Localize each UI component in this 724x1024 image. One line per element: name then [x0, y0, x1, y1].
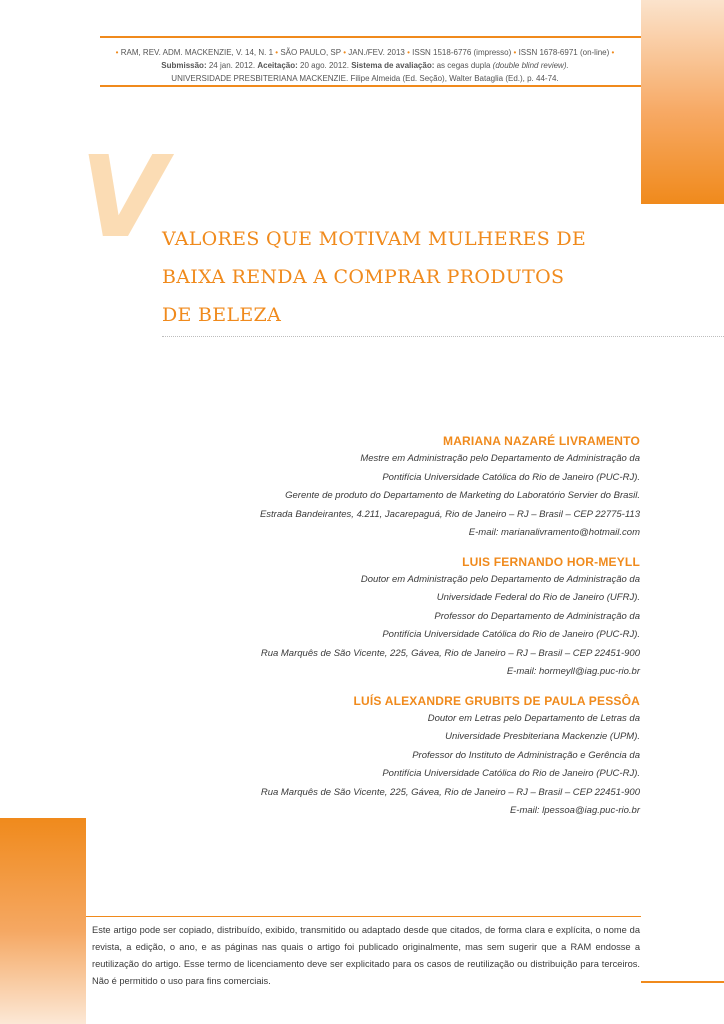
authors-block	[180, 432, 640, 831]
author-affiliation: Mestre em Administração pelo Departamento de Administração da	[360, 453, 640, 464]
author-name: LUÍS ALEXANDRE GRUBITS DE PAULA PESSÔA	[353, 693, 640, 708]
issn-print: ISSN 1518-6776 (impresso)	[412, 48, 512, 57]
article-title	[162, 220, 642, 334]
header-line-3: UNIVERSIDADE PRESBITERIANA MACKENZIE. Filipe Almeida (Ed. Seção), Walter Bataglia (Ed.), p. 44-74.	[171, 74, 559, 83]
author-address: Rua Marquês de São Vicente, 225, Gávea, Rio de Janeiro – RJ – Brasil – CEP 22451-900	[260, 647, 640, 659]
review-label: Sistema de avaliação:	[351, 61, 435, 70]
author-name: MARIANA NAZARÉ LIVRAMENTO	[443, 434, 640, 448]
author-position: Professor do Departamento de Administração da	[434, 610, 640, 622]
author-email[interactable]: E-mail: lpessoa@iag.puc-rio.br	[509, 805, 640, 816]
author-name: LUIS FERNANDO HOR-MEYLL	[462, 554, 640, 569]
author-affiliation: Universidade Federal do Rio de Janeiro (UFRJ).	[436, 592, 640, 603]
author-position: Gerente de produto do Departamento de Marketing do Laboratório Servier do Brasil.	[285, 490, 640, 501]
author-entry	[180, 432, 640, 543]
author-entry	[180, 692, 640, 821]
review-text: as cegas dupla	[436, 61, 491, 70]
journal-name: RAM, REV. ADM. MACKENZIE, V. 14, N. 1	[120, 48, 274, 57]
journal-place: SÃO PAULO, SP	[280, 48, 341, 57]
submission-label: Submissão:	[161, 61, 207, 70]
header-line-1: • RAM, REV. ADM. MACKENZIE, V. 14, N. 1 • SÃO PAULO, SP • JAN./FEV. 2013 • ISSN 1518-6776 (impresso) • ISSN 1678-6971 (on-line) •	[115, 48, 615, 57]
author-affiliation: Doutor em Letras pelo Departamento de Letras da	[427, 712, 640, 724]
title-line: VALORES QUE MOTIVAM MULHERES DE	[162, 228, 587, 250]
author-affiliation: Universidade Presbiteriana Mackenzie (UPM).	[445, 731, 640, 742]
submission-date: 24 jan. 2012.	[208, 61, 256, 70]
journal-header	[105, 46, 625, 85]
license-notice: Este artigo pode ser copiado, distribuído, exibido, transmitido ou adaptado desde que citados, de forma clara e explícita, o nome da revista, a edição, o ano, e as páginas nas quais o artigo foi publicado originalmente, mas sem sugerir que a RAM endosse a reutilização do artigo. Esse termo de licenciamento deve ser explicitado para os casos de reutilização ou distribuição para terceiros. Não é permitido o uso para fins comerciais.	[92, 925, 640, 986]
review-italic: (double blind review).	[492, 61, 569, 70]
acceptance-label: Aceitação:	[257, 61, 298, 70]
title-line: DE BELEZA	[162, 304, 282, 326]
header-rule-bottom	[100, 85, 641, 87]
acceptance-date: 20 ago. 2012.	[300, 61, 349, 70]
header-rule-top	[100, 36, 641, 38]
title-divider	[162, 336, 724, 337]
author-address: Rua Marquês de São Vicente, 225, Gávea, Rio de Janeiro – RJ – Brasil – CEP 22451-900	[260, 786, 640, 798]
orange-accent-block-top	[641, 0, 724, 204]
header-line-2	[105, 59, 625, 72]
author-entry	[180, 553, 640, 682]
author-position: Pontifícia Universidade Católica do Rio de Janeiro (PUC-RJ).	[382, 629, 640, 640]
author-affiliation: Doutor em Administração pelo Departamento de Administração da	[360, 573, 640, 585]
orange-accent-block-bottom	[0, 818, 86, 1024]
license-accent-rule	[641, 981, 724, 983]
journal-date: JAN./FEV. 2013	[348, 48, 405, 57]
license-rule	[86, 916, 641, 917]
author-position: Pontifícia Universidade Católica do Rio de Janeiro (PUC-RJ).	[382, 768, 640, 779]
author-address: Estrada Bandeirantes, 4.211, Jacarepaguá, Rio de Janeiro – RJ – Brasil – CEP 22775-113	[259, 508, 640, 520]
decorative-initial: V	[80, 133, 167, 263]
author-position: Professor do Instituto de Administração e Gerência da	[412, 749, 640, 761]
author-email[interactable]: E-mail: marianalivramento@hotmail.com	[468, 527, 640, 538]
author-affiliation: Pontifícia Universidade Católica do Rio de Janeiro (PUC-RJ).	[382, 471, 640, 483]
title-line: BAIXA RENDA A COMPRAR PRODUTOS	[162, 266, 565, 288]
issn-online: ISSN 1678-6971 (on-line)	[518, 48, 610, 57]
author-email[interactable]: E-mail: hormeyll@iag.puc-rio.br	[506, 666, 640, 677]
